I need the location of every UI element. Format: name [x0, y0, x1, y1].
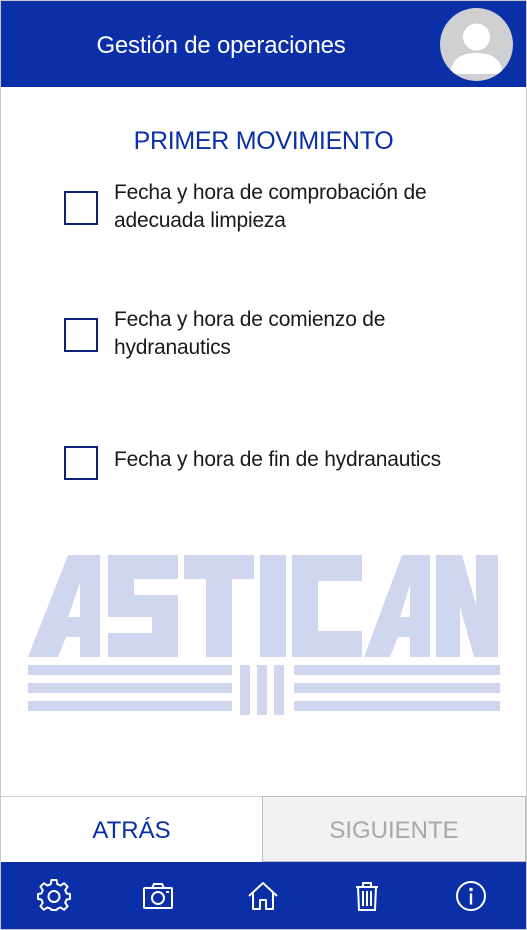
header-bar — [1, 1, 526, 87]
page-title: Gestión de operaciones — [96, 32, 346, 59]
checklist-item-label: Fecha y hora de comprobación de adecuada limpieza — [114, 181, 427, 232]
avatar[interactable] — [440, 8, 513, 81]
checklist-item-label: Fecha y hora de fin de hydranautics — [114, 448, 441, 471]
trash-icon — [350, 879, 384, 913]
camera-icon — [141, 879, 175, 913]
home-button[interactable] — [243, 876, 283, 916]
checkbox-comienzo-hydranautics[interactable] — [64, 318, 98, 352]
checklist-item-label: Fecha y hora de comienzo de hydranautics — [114, 308, 386, 359]
info-icon — [454, 879, 488, 913]
delete-button[interactable] — [347, 876, 387, 916]
camera-button[interactable] — [138, 876, 178, 916]
checkbox-limpieza[interactable] — [64, 191, 98, 225]
bottom-toolbar — [1, 862, 526, 929]
next-button[interactable]: SIGUIENTE — [262, 796, 526, 862]
astican-logo — [28, 551, 500, 722]
checkbox-fin-hydranautics[interactable] — [64, 446, 98, 480]
astican-logo-graphic — [28, 551, 500, 717]
gear-icon — [37, 879, 71, 913]
settings-button[interactable] — [34, 876, 74, 916]
section-title: PRIMER MOVIMIENTO — [133, 127, 394, 155]
home-icon — [246, 879, 280, 913]
user-avatar-icon — [440, 8, 513, 81]
back-button[interactable]: ATRÁS — [1, 796, 262, 862]
info-button[interactable] — [451, 876, 491, 916]
